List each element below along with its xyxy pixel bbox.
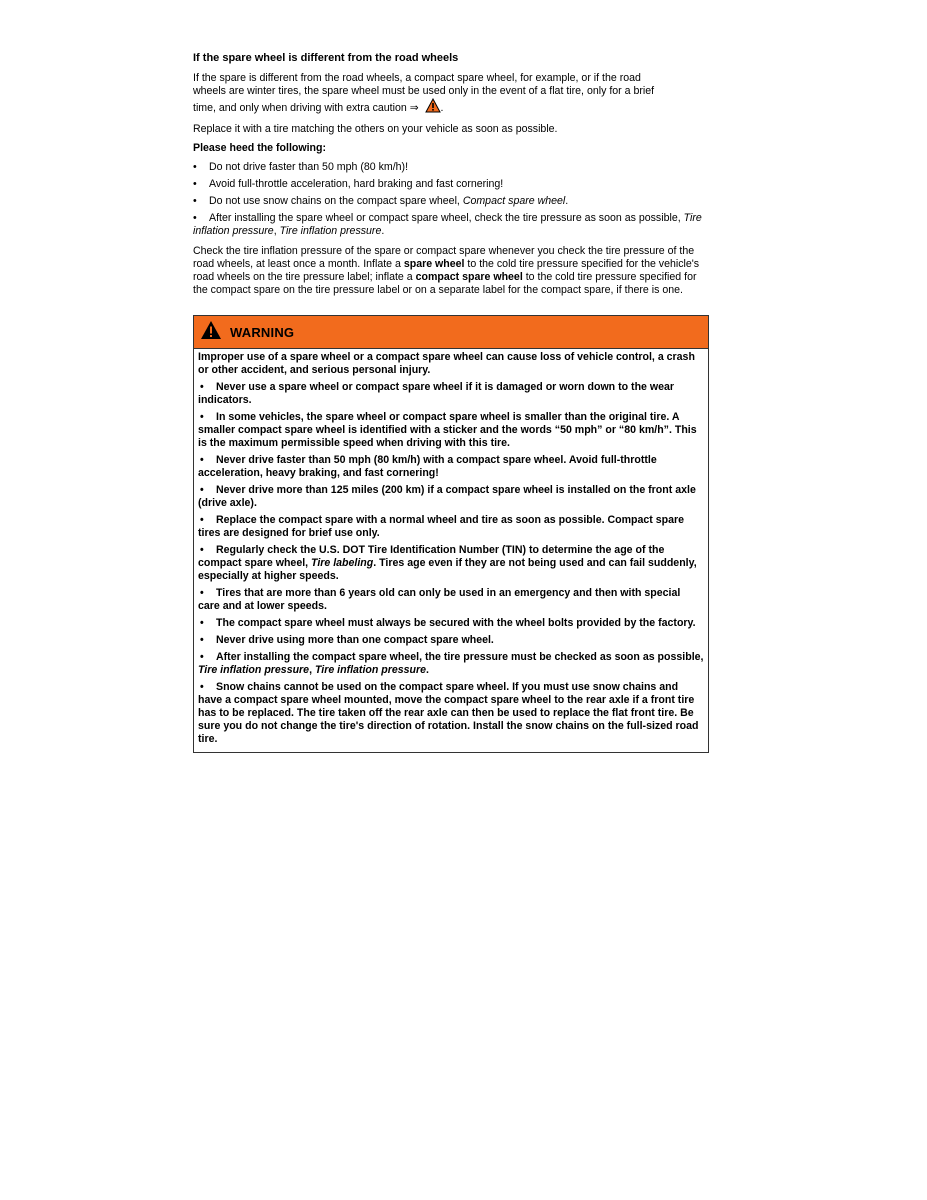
cross-reference-link[interactable]: Tire labeling	[311, 557, 374, 569]
warning-item: • After installing the compact spare wheel, the tire pressure must be checked as soon as possible, Tire inflation pressure, Tire inflation pressure.	[198, 651, 704, 676]
warning-item: • Snow chains cannot be used on the compact spare wheel. If you must use snow chains and have a compact spare wheel mounted, move the compact spare wheel to the rear axle if a front tire has to be replaced. The tire taken off the rear axle can then be used to replace the flat front tire. Be sure you do not change the tire's direction of rotation. Install the snow chains on the full-sized road tire.	[198, 681, 699, 745]
warning-item: • Replace the compact spare with a normal wheel and tire as soon as possible. Compact spare tires are designed for brief use only.	[198, 514, 685, 539]
cross-reference-link[interactable]: Tire inflation pressure	[198, 664, 310, 676]
list-item: • Do not use snow chains on the compact spare wheel, Compact spare wheel.	[193, 195, 569, 207]
manual-page	[193, 52, 709, 753]
warning-item: • Never use a spare wheel or compact spare wheel if it is damaged or worn down to the wear indicators.	[198, 381, 675, 406]
list-item: • After installing the spare wheel or compact spare wheel, check the tire pressure as soon as possible, Tire inflation pressure, Tire inflation pressure.	[193, 212, 702, 237]
section-title: If the spare wheel is different from the road wheels	[193, 52, 459, 64]
cross-reference-link[interactable]: Tire inflation pressure	[193, 212, 702, 237]
cross-reference-link[interactable]: Compact spare wheel	[462, 195, 566, 207]
heed-heading: Please heed the following:	[193, 142, 327, 154]
replace-paragraph: Replace it with a tire matching the others on your vehicle as soon as possible.	[193, 123, 558, 135]
warning-item: • The compact spare wheel must always be secured with the wheel bolts provided by the factory.	[200, 617, 696, 629]
warning-body	[194, 349, 708, 752]
warning-label: WARNING	[230, 324, 295, 340]
intro-line-1: If the spare is different from the road wheels, a compact spare wheel, for example, or if the road	[193, 72, 641, 84]
warning-triangle-icon[interactable]	[425, 98, 441, 117]
warning-intro: Improper use of a spare wheel or a compact spare wheel can cause loss of vehicle control, a crash or other accident, and serious personal injury.	[198, 351, 695, 376]
warning-item: • In some vehicles, the spare wheel or compact spare wheel is smaller than the original tire. A smaller compact spare wheel is identified with a sticker and the words “50 mph” or “80 km/h”. This is the maximum permissible speed when driving with this tire.	[198, 411, 697, 449]
intro-line-3: time, and only when driving with extra caution ⇒	[193, 102, 419, 114]
list-item: • Do not drive faster than 50 mph (80 km/h)!	[193, 161, 409, 173]
warning-item: • Never drive faster than 50 mph (80 km/h) with a compact spare wheel. Avoid full-throttle acceleration, heavy braking, and fast cornering!	[198, 454, 657, 479]
warning-item: • Never drive more than 125 miles (200 km) if a compact spare wheel is installed on the front axle (drive axle).	[198, 484, 696, 509]
intro-paragraph: If the spare is different from the road wheels, a compact spare wheel, for example, or if the road wheels are winter tires, the spare wheel must be used only in the event of a flat tire, only for a brief time, and only when driving with extra caution ⇒ .	[193, 72, 709, 117]
warning-header	[194, 316, 708, 349]
warning-item: • Never drive using more than one compact spare wheel.	[200, 634, 494, 646]
intro-line-2: wheels are winter tires, the spare wheel must be used only in the event of a flat tire, only for a brief	[193, 85, 655, 97]
warning-item: • Regularly check the U.S. DOT Tire Identification Number (TIN) to determine the age of the compact spare wheel, Tire labeling. Tires age even if they are not being used and can fail suddenly, especially at higher speeds.	[198, 544, 697, 582]
warning-item: • Tires that are more than 6 years old can only be used in an emergency and then with special care and at lower speeds.	[198, 587, 681, 612]
warning-triangle-icon	[200, 320, 222, 345]
list-item: • Avoid full-throttle acceleration, hard braking and fast cornering!	[193, 178, 504, 190]
check-pressure-paragraph: Check the tire inflation pressure of the spare or compact spare whenever you check the tire pressure of the road wheels, at least once a month. Inflate a spare wheel to the cold tire pressure specified for the vehicle's road wheels on the tire pressure label; inflate a compact spare wheel to the cold tire pressure specified for the compact spare on the tire pressure label or on a separate label for the compact spare, if there is one.	[193, 245, 700, 296]
cross-reference-link[interactable]: Tire inflation pressure	[279, 225, 382, 237]
cross-reference-link[interactable]: Tire inflation pressure	[314, 664, 427, 676]
warning-box	[193, 315, 709, 753]
